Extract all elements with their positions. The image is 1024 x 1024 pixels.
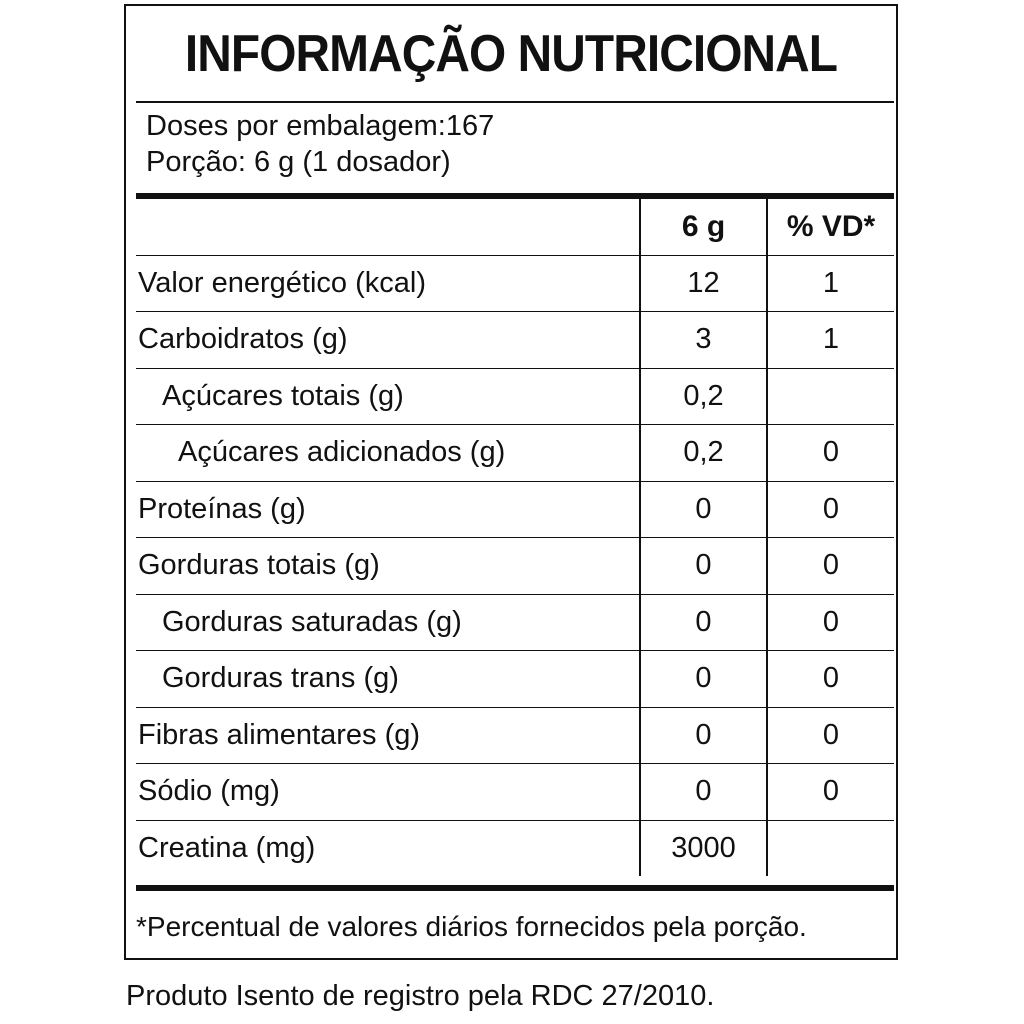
nutrient-name: Valor energético (kcal) [136,255,640,312]
label-title: INFORMAÇÃO NUTRICIONAL [184,24,838,83]
footer-divider [136,885,894,891]
nutrient-quantity: 0 [640,651,767,708]
nutrient-daily-value: 0 [767,594,894,651]
nutrient-daily-value: 1 [767,255,894,312]
table-row [136,764,894,821]
table-row [136,538,894,595]
nutrient-daily-value [767,820,894,876]
table-row [136,707,894,764]
nutrient-quantity: 0,2 [640,425,767,482]
nutrient-quantity: 0,2 [640,368,767,425]
header-quantity: 6 g [640,199,767,255]
portion-size: Porção: 6 g (1 dosador) [146,146,451,178]
registry-note: Produto Isento de registro pela RDC 27/2010. [126,980,715,1012]
nutrient-quantity: 12 [640,255,767,312]
nutrition-table [136,199,894,876]
nutrient-name: Gorduras saturadas (g) [136,594,640,651]
nutrient-name: Gorduras trans (g) [136,651,640,708]
table-row [136,255,894,312]
table-row [136,368,894,425]
nutrient-quantity: 3000 [640,820,767,876]
nutrient-daily-value: 0 [767,481,894,538]
nutrient-quantity: 0 [640,707,767,764]
servings-per-package: Doses por embalagem:167 [146,110,495,142]
table-row [136,425,894,482]
nutrient-daily-value: 0 [767,425,894,482]
nutrient-quantity: 0 [640,594,767,651]
nutrient-quantity: 3 [640,312,767,369]
nutrient-quantity: 0 [640,481,767,538]
nutrient-quantity: 0 [640,538,767,595]
table-row [136,820,894,876]
table-header-row [136,199,894,255]
nutrition-facts-label [124,4,898,960]
nutrient-name: Carboidratos (g) [136,312,640,369]
nutrient-name: Fibras alimentares (g) [136,707,640,764]
table-row [136,594,894,651]
nutrient-name: Sódio (mg) [136,764,640,821]
nutrient-daily-value [767,368,894,425]
nutrient-name: Gorduras totais (g) [136,538,640,595]
header-daily-value: % VD* [767,199,894,255]
table-row [136,481,894,538]
nutrient-daily-value: 0 [767,764,894,821]
header-nutrient-cell [136,199,640,255]
nutrient-name: Açúcares adicionados (g) [136,425,640,482]
title-divider [136,101,894,103]
serving-info [146,108,494,180]
nutrient-name: Creatina (mg) [138,831,316,864]
table-row [136,312,894,369]
nutrient-daily-value: 0 [767,538,894,595]
nutrient-daily-value: 0 [767,707,894,764]
nutrient-quantity: 0 [640,764,767,821]
nutrient-daily-value: 0 [767,651,894,708]
nutrient-name: Açúcares totais (g) [136,368,640,425]
nutrient-daily-value: 1 [767,312,894,369]
table-row [136,651,894,708]
daily-value-footnote: *Percentual de valores diários fornecidos pela porção. [136,911,807,942]
nutrient-name: Proteínas (g) [136,481,640,538]
